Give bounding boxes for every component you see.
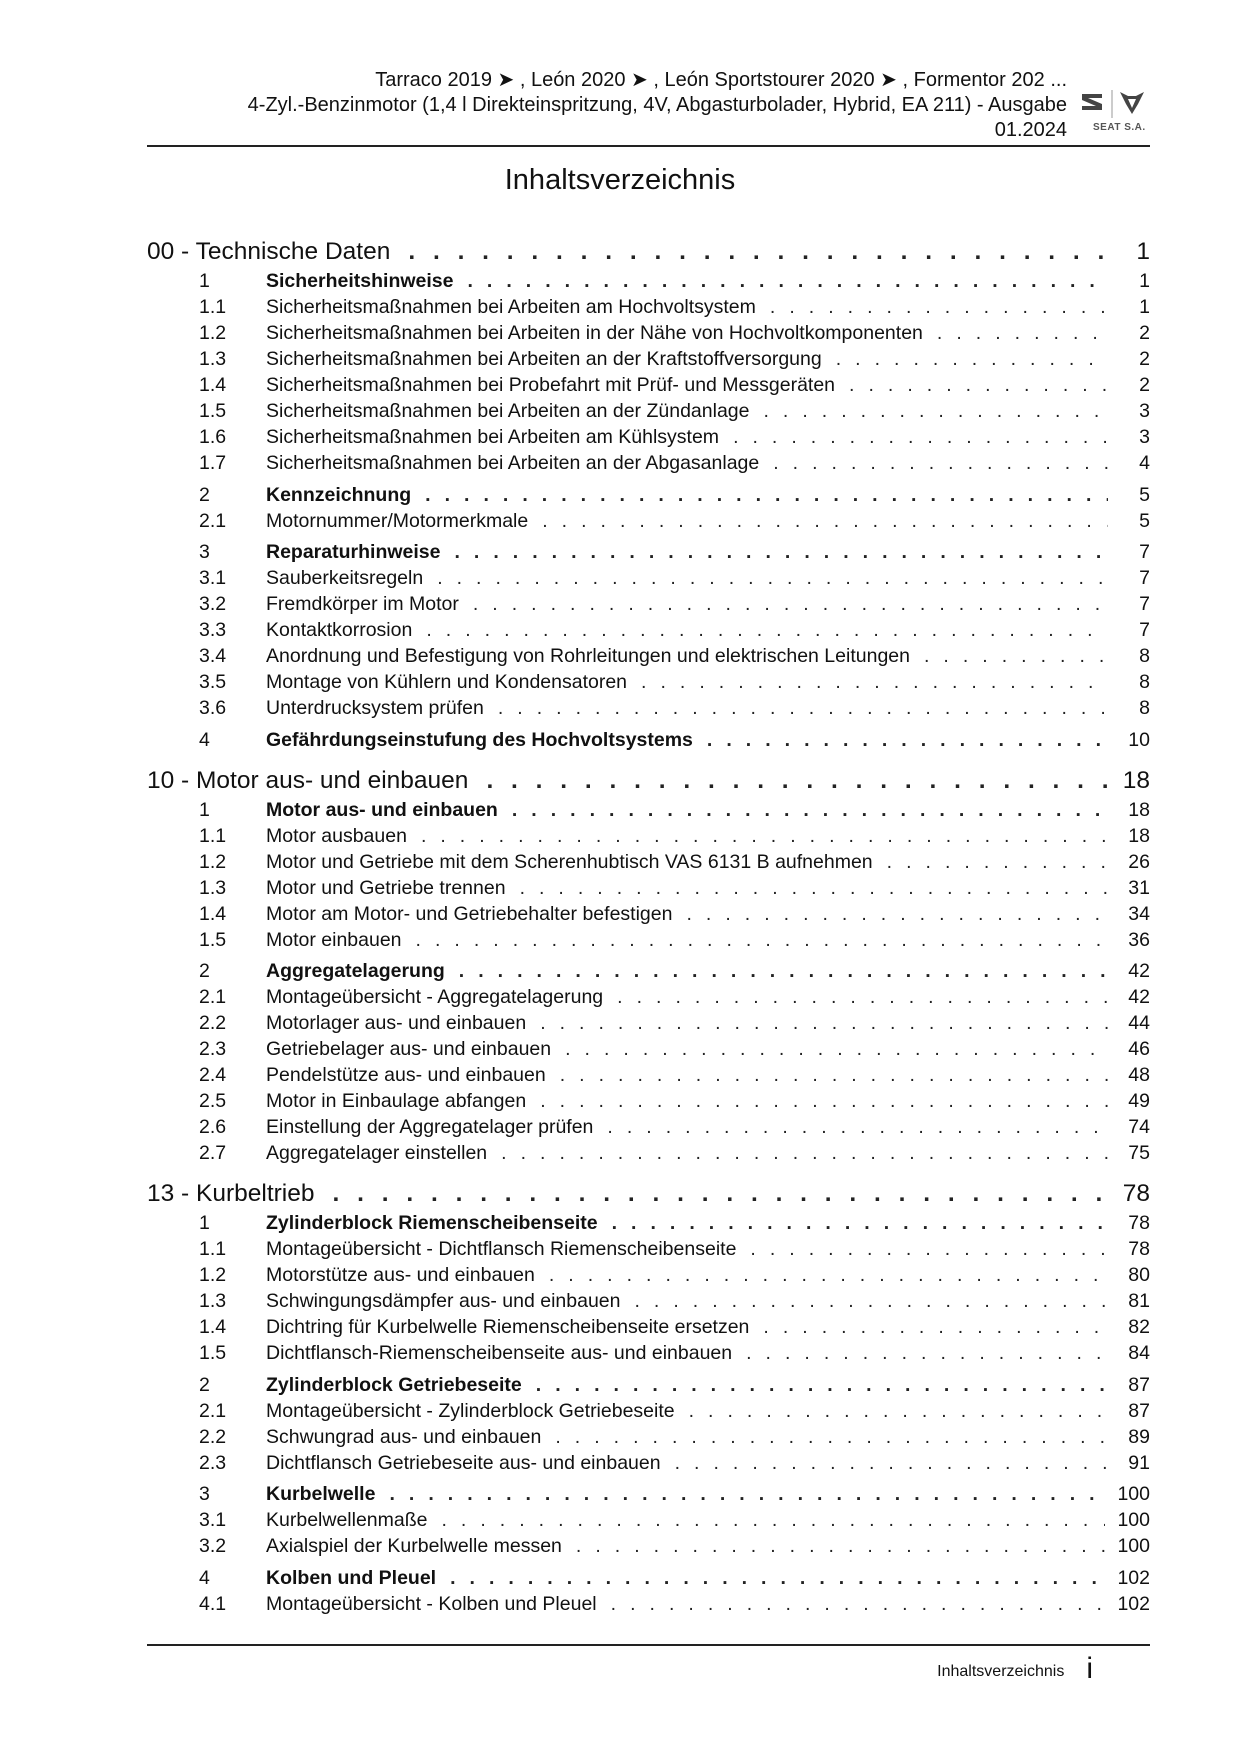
- toc-entry[interactable]: [147, 1062, 1150, 1088]
- chapter-title: 13 - Kurbeltrieb: [147, 1180, 315, 1207]
- entry-number: 1.1: [199, 824, 227, 847]
- dot-leader: [501, 1140, 1108, 1166]
- entry-title: Motor ausbauen: [266, 824, 407, 847]
- entry-number: 2.2: [199, 1425, 227, 1448]
- entry-number: 1: [199, 270, 210, 292]
- toc-entry[interactable]: [147, 823, 1150, 849]
- entry-number: 1.2: [199, 1264, 227, 1286]
- dot-leader: [473, 591, 1108, 617]
- dot-leader: [887, 849, 1108, 875]
- entry-number: 3.1: [199, 567, 227, 589]
- dot-leader: [576, 1533, 1106, 1559]
- entry-number: 1.5: [199, 400, 227, 422]
- entry-page: 49: [1128, 1090, 1150, 1112]
- entry-number: 1.4: [199, 902, 227, 925]
- entry-number: 1.5: [199, 928, 227, 951]
- dot-leader: [425, 482, 1108, 508]
- toc-entry[interactable]: [147, 643, 1150, 669]
- dot-leader: [486, 765, 1108, 797]
- dot-leader: [540, 1088, 1108, 1114]
- entry-page: 8: [1139, 671, 1150, 693]
- entry-page: 31: [1128, 876, 1150, 899]
- dot-leader: [416, 927, 1108, 953]
- toc-section[interactable]: [147, 727, 1150, 753]
- entry-title: Schwingungsdämpfer aus- und einbauen: [266, 1290, 621, 1312]
- entry-title: Montageübersicht - Kolben und Pleuel: [266, 1592, 597, 1615]
- toc-entry[interactable]: [147, 372, 1150, 398]
- toc-entry[interactable]: [147, 398, 1150, 424]
- dot-leader: [549, 1262, 1108, 1288]
- toc-entry[interactable]: [147, 1088, 1150, 1114]
- entry-title: Motornummer/Motormerkmale: [266, 509, 529, 532]
- toc-section[interactable]: [147, 1481, 1150, 1507]
- dot-leader: [421, 823, 1108, 849]
- entry-number: 2.7: [199, 1142, 227, 1164]
- entry-number: 1.4: [199, 1316, 227, 1338]
- toc-entry[interactable]: [147, 1314, 1150, 1340]
- dot-leader: [675, 1450, 1108, 1476]
- entry-title: Motorlager aus- und einbauen: [266, 1012, 527, 1034]
- entry-title: Unterdrucksystem prüfen: [266, 697, 484, 719]
- entry-page: 26: [1128, 850, 1150, 873]
- toc-entry[interactable]: [147, 1398, 1150, 1424]
- toc-entry[interactable]: [147, 1340, 1150, 1366]
- entry-page: 74: [1128, 1116, 1150, 1138]
- toc-entry[interactable]: [147, 927, 1150, 953]
- entry-title: Dichtring für Kurbelwelle Riemenscheibenseite ersetzen: [266, 1316, 750, 1338]
- toc-entry[interactable]: [147, 508, 1150, 534]
- page-title: Inhaltsverzeichnis: [504, 164, 736, 196]
- dot-leader: [689, 1398, 1108, 1424]
- dot-leader: [773, 450, 1108, 476]
- toc-entry[interactable]: [147, 1288, 1150, 1314]
- entry-title: Schwungrad aus- und einbauen: [266, 1425, 542, 1448]
- entry-page: 48: [1128, 1064, 1150, 1086]
- entry-title: Kontaktkorrosion: [266, 619, 413, 641]
- dot-leader: [763, 398, 1108, 424]
- entry-page: 102: [1117, 1566, 1150, 1589]
- toc-entry[interactable]: [147, 424, 1150, 450]
- toc-entry[interactable]: [147, 1140, 1150, 1166]
- entry-number: 1.1: [199, 296, 227, 318]
- entry-title: Sauberkeitsregeln: [266, 567, 424, 589]
- dot-leader: [389, 1481, 1105, 1507]
- entry-title: Motorstütze aus- und einbauen: [266, 1264, 535, 1286]
- entry-title: Zylinderblock Riemenscheibenseite: [266, 1212, 598, 1234]
- dot-leader: [746, 1340, 1108, 1366]
- entry-page: 8: [1139, 645, 1150, 667]
- entry-page: 8: [1139, 697, 1150, 719]
- dot-leader: [468, 268, 1109, 294]
- toc-section[interactable]: [147, 797, 1150, 823]
- toc-section[interactable]: [147, 539, 1150, 565]
- dot-leader: [408, 236, 1108, 268]
- entry-number: 2.1: [199, 986, 227, 1008]
- dot-leader: [770, 294, 1108, 320]
- entry-number: 1.6: [199, 426, 227, 448]
- toc-entry[interactable]: [147, 669, 1150, 695]
- logo-caption: SEAT S.A.: [1093, 122, 1146, 133]
- footer-rule: [147, 1644, 1150, 1646]
- dot-leader: [426, 617, 1108, 643]
- toc-entry[interactable]: [147, 1262, 1150, 1288]
- entry-number: 2.6: [199, 1116, 227, 1138]
- entry-title: Axialspiel der Kurbelwelle messen: [266, 1535, 562, 1557]
- entry-page: 1: [1139, 296, 1150, 318]
- toc-entry[interactable]: [147, 1236, 1150, 1262]
- entry-number: 1.5: [199, 1342, 227, 1364]
- dot-leader: [540, 1010, 1108, 1036]
- entry-page: 81: [1128, 1290, 1150, 1312]
- entry-title: Fremdkörper im Motor: [266, 593, 459, 615]
- entry-page: 1: [1139, 270, 1150, 292]
- toc-entry[interactable]: [147, 695, 1150, 721]
- toc-entry[interactable]: [147, 346, 1150, 372]
- entry-title: Sicherheitsmaßnahmen bei Probefahrt mit Prüf- und Messgeräten: [266, 374, 836, 396]
- entry-title: Motor und Getriebe trennen: [266, 876, 506, 899]
- entry-page: 78: [1128, 1212, 1150, 1234]
- entry-page: 3: [1139, 426, 1150, 448]
- toc-section[interactable]: [147, 482, 1150, 508]
- entry-number: 3.3: [199, 619, 227, 641]
- chapter-page: 78: [1122, 1180, 1150, 1207]
- entry-title: Dichtflansch Getriebeseite aus- und einbauen: [266, 1451, 661, 1474]
- entry-number: 3.2: [199, 593, 227, 615]
- dot-leader: [512, 797, 1108, 823]
- toc-chapter[interactable]: [147, 765, 1150, 797]
- page-footer: [937, 1650, 1093, 1684]
- entry-title: Sicherheitsmaßnahmen bei Arbeiten am Hochvoltsystem: [266, 296, 756, 318]
- entry-title: Motor in Einbaulage abfangen: [266, 1090, 527, 1112]
- entry-number: 3.6: [199, 697, 227, 719]
- entry-number: 1.2: [199, 850, 227, 873]
- toc-entry[interactable]: [147, 617, 1150, 643]
- entry-page: 7: [1139, 567, 1150, 589]
- entry-title: Zylinderblock Getriebeseite: [266, 1373, 522, 1396]
- entry-page: 80: [1128, 1264, 1150, 1286]
- dot-leader: [450, 1565, 1105, 1591]
- entry-page: 46: [1128, 1038, 1150, 1060]
- toc-section[interactable]: [147, 1372, 1150, 1398]
- dot-leader: [565, 1036, 1108, 1062]
- dot-leader: [937, 320, 1108, 346]
- toc-chapter[interactable]: [147, 1178, 1150, 1210]
- entry-title: Montageübersicht - Zylinderblock Getriebeseite: [266, 1399, 675, 1422]
- toc-entry[interactable]: [147, 1533, 1150, 1559]
- entry-page: 84: [1128, 1342, 1150, 1364]
- chapter-title: 00 - Technische Daten: [147, 238, 391, 265]
- dot-leader: [560, 1062, 1108, 1088]
- entry-title: Kurbelwellenmaße: [266, 1509, 428, 1531]
- entry-page: 102: [1117, 1592, 1150, 1615]
- entry-number: 2.1: [199, 1399, 227, 1422]
- toc-section[interactable]: [147, 1210, 1150, 1236]
- entry-number: 2.4: [199, 1064, 227, 1086]
- entry-title: Getriebelager aus- und einbauen: [266, 1038, 552, 1060]
- entry-title: Motor und Getriebe mit dem Scherenhubtisch VAS 6131 B aufnehmen: [266, 850, 873, 873]
- entry-number: 4: [199, 1566, 210, 1589]
- entry-page: 7: [1139, 541, 1150, 563]
- toc-entry[interactable]: [147, 1114, 1150, 1140]
- dot-leader: [635, 1288, 1109, 1314]
- entry-number: 4.1: [199, 1592, 227, 1615]
- entry-number: 3.5: [199, 671, 227, 693]
- entry-number: 3: [199, 1483, 210, 1505]
- entry-number: 4: [199, 728, 210, 751]
- header-models: Tarraco 2019 ➤ , León 2020 ➤ , León Sportstourer 2020 ➤ , Formentor 202 ...: [375, 69, 1067, 91]
- dot-leader: [498, 695, 1108, 721]
- toc-entry[interactable]: [147, 901, 1150, 927]
- entry-title: Sicherheitsmaßnahmen bei Arbeiten in der Nähe von Hochvoltkomponenten: [266, 322, 923, 344]
- dot-leader: [536, 1372, 1108, 1398]
- dot-leader: [611, 1591, 1106, 1617]
- entry-page: 91: [1128, 1451, 1150, 1474]
- entry-page: 34: [1128, 902, 1150, 925]
- toc-entry[interactable]: [147, 1036, 1150, 1062]
- footer-label: Inhaltsverzeichnis: [937, 1663, 1065, 1680]
- document-header: [248, 68, 1067, 143]
- entry-page: 78: [1128, 1238, 1150, 1260]
- entry-number: 1.3: [199, 348, 227, 370]
- toc-entry[interactable]: [147, 984, 1150, 1010]
- entry-page: 5: [1139, 509, 1150, 532]
- entry-page: 42: [1128, 986, 1150, 1008]
- entry-title: Sicherheitsmaßnahmen bei Arbeiten am Kühlsystem: [266, 426, 720, 448]
- entry-page: 44: [1128, 1012, 1150, 1034]
- entry-title: Motor aus- und einbauen: [266, 798, 498, 821]
- dot-leader: [733, 424, 1108, 450]
- table-of-contents: [147, 236, 1150, 1617]
- entry-number: 2: [199, 483, 210, 506]
- entry-title: Einstellung der Aggregatelager prüfen: [266, 1116, 594, 1138]
- entry-page: 100: [1117, 1509, 1150, 1531]
- entry-page: 2: [1139, 348, 1150, 370]
- entry-page: 18: [1128, 798, 1150, 821]
- footer-page-number: i: [1086, 1652, 1093, 1685]
- entry-number: 1.1: [199, 1238, 227, 1260]
- entry-title: Aggregatelagerung: [266, 960, 445, 982]
- dot-leader: [542, 508, 1108, 534]
- toc-section[interactable]: [147, 268, 1150, 294]
- dot-leader: [333, 1178, 1108, 1210]
- toc-entry[interactable]: [147, 875, 1150, 901]
- dot-leader: [607, 1114, 1108, 1140]
- toc-entry[interactable]: [147, 591, 1150, 617]
- entry-page: 100: [1117, 1535, 1150, 1557]
- entry-page: 2: [1139, 374, 1150, 396]
- dot-leader: [836, 346, 1108, 372]
- entry-title: Sicherheitsmaßnahmen bei Arbeiten an der Abgasanlage: [266, 452, 760, 474]
- entry-title: Gefährdungseinstufung des Hochvoltsystems: [266, 728, 693, 751]
- entry-number: 3.4: [199, 645, 227, 667]
- entry-title: Kurbelwelle: [266, 1483, 376, 1505]
- entry-title: Montageübersicht - Aggregatelagerung: [266, 986, 604, 1008]
- entry-title: Pendelstütze aus- und einbauen: [266, 1064, 546, 1086]
- entry-number: 2.1: [199, 509, 227, 532]
- entry-title: Dichtflansch-Riemenscheibenseite aus- und einbauen: [266, 1342, 733, 1364]
- entry-number: 3.1: [199, 1509, 227, 1531]
- chapter-page: 1: [1136, 238, 1150, 265]
- entry-title: Montage von Kühlern und Kondensatoren: [266, 671, 628, 693]
- entry-title: Kennzeichnung: [266, 483, 412, 506]
- dot-leader: [617, 984, 1108, 1010]
- dot-leader: [459, 958, 1108, 984]
- header-engine: 4-Zyl.-Benzinmotor (1,4 l Direkteinspritzung, 4V, Abgasturbolader, Hybrid, EA 211) - Ausgabe: [247, 94, 1067, 116]
- entry-page: 87: [1128, 1399, 1150, 1422]
- toc-entry[interactable]: [147, 320, 1150, 346]
- toc-entry[interactable]: [147, 450, 1150, 476]
- header-rule: [147, 145, 1150, 147]
- entry-title: Kolben und Pleuel: [266, 1566, 437, 1589]
- toc-entry[interactable]: [147, 1010, 1150, 1036]
- entry-page: 7: [1139, 593, 1150, 615]
- toc-chapter[interactable]: [147, 236, 1150, 268]
- dot-leader: [750, 1236, 1108, 1262]
- entry-page: 100: [1117, 1483, 1150, 1505]
- entry-title: Motor einbauen: [266, 928, 402, 951]
- entry-number: 2.3: [199, 1038, 227, 1060]
- dot-leader: [763, 1314, 1108, 1340]
- toc-entry[interactable]: [147, 1424, 1150, 1450]
- dot-leader: [849, 372, 1108, 398]
- entry-page: 3: [1139, 400, 1150, 422]
- entry-page: 42: [1128, 960, 1150, 982]
- entry-number: 1.3: [199, 1290, 227, 1312]
- entry-number: 3.2: [199, 1535, 227, 1557]
- dot-leader: [686, 901, 1108, 927]
- dot-leader: [437, 565, 1108, 591]
- entry-number: 2.5: [199, 1090, 227, 1112]
- entry-page: 2: [1139, 322, 1150, 344]
- entry-page: 7: [1139, 619, 1150, 641]
- chapter-title: 10 - Motor aus- und einbauen: [147, 766, 469, 794]
- entry-page: 4: [1139, 452, 1150, 474]
- toc-entry[interactable]: [147, 1450, 1150, 1476]
- entry-number: 1.7: [199, 452, 227, 474]
- entry-number: 1.2: [199, 322, 227, 344]
- header-edition: 01.2024: [994, 119, 1067, 141]
- toc-entry[interactable]: [147, 565, 1150, 591]
- entry-number: 2: [199, 1373, 210, 1396]
- dot-leader: [612, 1210, 1108, 1236]
- entry-page: 5: [1139, 483, 1150, 506]
- entry-number: 1: [199, 1212, 210, 1234]
- entry-page: 10: [1128, 728, 1150, 751]
- dot-leader: [454, 539, 1108, 565]
- dot-leader: [442, 1507, 1106, 1533]
- entry-title: Sicherheitsmaßnahmen bei Arbeiten an der Kraftstoffversorgung: [266, 348, 822, 370]
- entry-title: Motor am Motor- und Getriebehalter befestigen: [266, 902, 673, 925]
- entry-number: 3: [199, 541, 210, 563]
- toc-entry[interactable]: [147, 1591, 1150, 1617]
- entry-number: 2.3: [199, 1451, 227, 1474]
- dot-leader: [924, 643, 1108, 669]
- entry-page: 75: [1128, 1142, 1150, 1164]
- entry-title: Sicherheitsmaßnahmen bei Arbeiten an der Zündanlage: [266, 400, 750, 422]
- entry-title: Montageübersicht - Dichtflansch Riemenscheibenseite: [266, 1238, 737, 1260]
- entry-number: 2.2: [199, 1012, 227, 1034]
- entry-title: Reparaturhinweise: [266, 541, 441, 563]
- entry-number: 1.3: [199, 876, 227, 899]
- entry-title: Sicherheitshinweise: [266, 270, 454, 292]
- entry-page: 18: [1128, 824, 1150, 847]
- entry-page: 87: [1128, 1373, 1150, 1396]
- dot-leader: [707, 727, 1108, 753]
- entry-number: 1: [199, 798, 210, 821]
- entry-page: 82: [1128, 1316, 1150, 1338]
- chapter-page: 18: [1122, 766, 1150, 794]
- entry-number: 2: [199, 960, 210, 982]
- entry-title: Aggregatelager einstellen: [266, 1142, 488, 1164]
- toc-entry[interactable]: [147, 1507, 1150, 1533]
- entry-page: 36: [1128, 928, 1150, 951]
- dot-leader: [520, 875, 1108, 901]
- entry-page: 89: [1128, 1425, 1150, 1448]
- entry-title: Anordnung und Befestigung von Rohrleitungen und elektrischen Leitungen: [266, 645, 910, 667]
- entry-number: 1.4: [199, 374, 227, 396]
- dot-leader: [641, 669, 1108, 695]
- toc-entry[interactable]: [147, 849, 1150, 875]
- dot-leader: [555, 1424, 1108, 1450]
- toc-section[interactable]: [147, 1565, 1150, 1591]
- toc-entry[interactable]: [147, 294, 1150, 320]
- toc-section[interactable]: [147, 958, 1150, 984]
